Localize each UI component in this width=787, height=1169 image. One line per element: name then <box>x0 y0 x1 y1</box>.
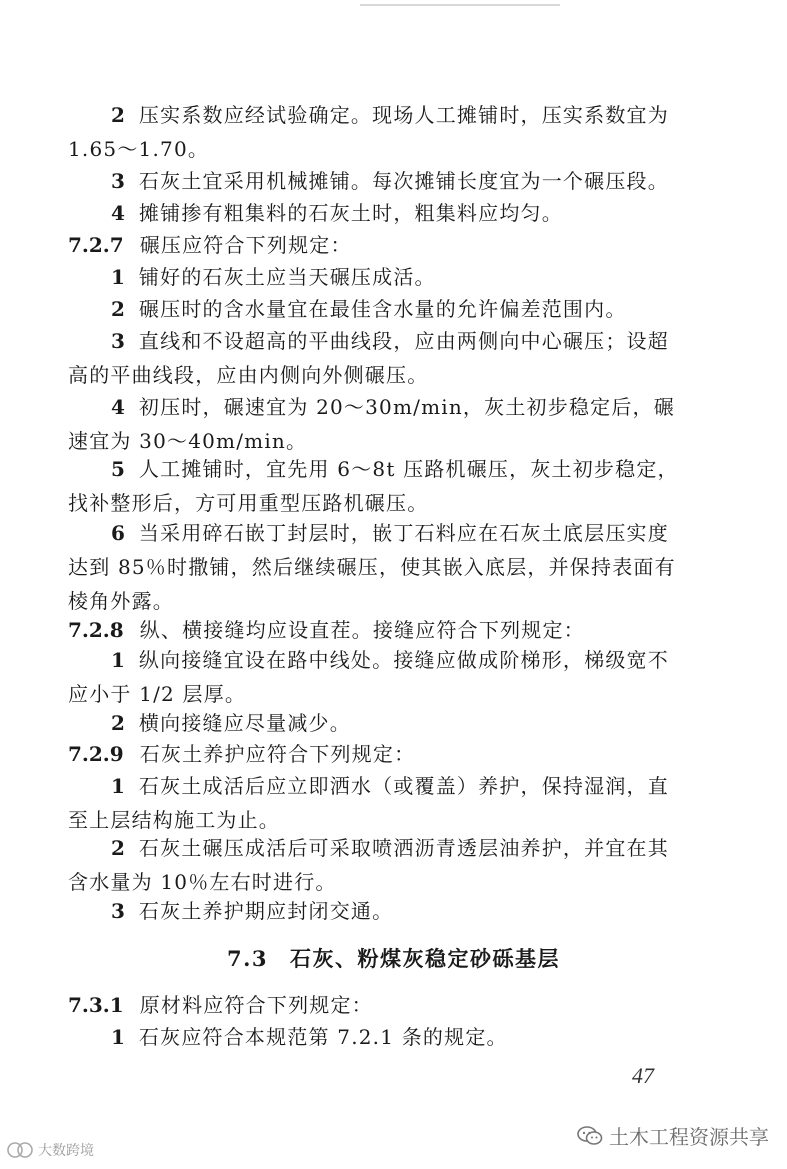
item-number: 6 <box>111 521 125 545</box>
item-number: 2 <box>111 711 125 735</box>
item-text: 纵向接缝宜设在路中线处。接缝应做成阶梯形，梯级宽不应小于 1/2 层厚。 <box>68 648 669 706</box>
watermark-text: 大数跨境 <box>38 1143 94 1159</box>
item-text: 摊铺掺有粗集料的石灰土时，粗集料应均匀。 <box>138 201 563 225</box>
item-number: 2 <box>111 297 125 321</box>
item-number: 5 <box>111 457 125 481</box>
item-text: 当采用碎石嵌丁封层时，嵌丁石料应在石灰土底层压实度达到 85％时撒铺，然后继续碾压，使其嵌入底层，并保持表面有棱角外露。 <box>68 521 676 613</box>
item-number: 1 <box>111 1025 125 1049</box>
clause-number: 7.2.9 <box>68 742 124 766</box>
item-number: 4 <box>111 395 125 419</box>
item-number: 4 <box>111 201 125 225</box>
list-item <box>68 643 680 711</box>
clause-text: 原材料应符合下列规定： <box>139 993 373 1017</box>
item-number: 1 <box>111 265 125 289</box>
item-text: 石灰应符合本规范第 7.2.1 条的规定。 <box>138 1025 508 1049</box>
clause-number: 7.2.7 <box>68 233 124 257</box>
item-text: 直线和不设超高的平曲线段，应由两侧向中心碾压；设超高的平曲线段，应由内侧向外侧碾压。 <box>68 329 669 387</box>
item-text: 石灰土碾压成活后可采取喷洒沥青透层油养护，并宜在其含水量为 10％左右时进行。 <box>68 836 669 894</box>
item-text: 碾压时的含水量宜在最佳含水量的允许偏差范围内。 <box>138 297 627 321</box>
list-item <box>68 98 680 166</box>
item-number: 3 <box>111 169 125 193</box>
list-item <box>68 831 680 899</box>
item-number: 2 <box>111 103 125 127</box>
clause-number: 7.3.1 <box>68 993 124 1017</box>
list-item <box>68 164 680 198</box>
list-item <box>68 516 680 618</box>
list-item <box>68 1020 680 1054</box>
item-text: 人工摊铺时，宜先用 6～8t 压路机碾压，灰土初步稳定，找补整形后，方可用重型压路机碾压。 <box>68 457 679 515</box>
list-item <box>68 390 680 458</box>
clause-text: 石灰土养护应符合下列规定： <box>139 742 416 766</box>
brand-logo-icon <box>6 1140 34 1160</box>
item-text: 初压时，碾速宜为 20～30m/min，灰土初步稳定后，碾速宜为 30～40m/min。 <box>68 395 675 453</box>
section-number: 7.3 <box>226 946 269 971</box>
list-item <box>68 894 680 928</box>
watermark-left <box>6 1140 94 1160</box>
clause-heading <box>68 737 680 771</box>
wechat-icon <box>577 1125 603 1147</box>
list-item <box>68 292 680 326</box>
item-text: 石灰土宜采用机械摊铺。每次摊铺长度宜为一个碾压段。 <box>138 169 669 193</box>
list-item <box>68 452 680 520</box>
list-item <box>68 706 680 740</box>
section-heading <box>0 942 787 976</box>
item-number: 2 <box>111 836 125 860</box>
clause-heading <box>68 228 680 262</box>
item-number: 1 <box>111 648 125 672</box>
list-item <box>68 260 680 294</box>
page-number: 47 <box>632 1063 654 1088</box>
watermark-text: 土木工程资源共享 <box>609 1125 769 1149</box>
item-text: 石灰土成活后应立即洒水（或覆盖）养护，保持湿润，直至上层结构施工为止。 <box>68 774 669 832</box>
list-item <box>68 769 680 837</box>
item-text: 横向接缝应尽量减少。 <box>138 711 351 735</box>
clause-text: 碾压应符合下列规定： <box>139 233 352 257</box>
section-title: 石灰、粉煤灰稳定砂砾基层 <box>290 946 561 971</box>
watermark-right <box>577 1121 769 1150</box>
clause-heading <box>68 613 680 647</box>
clause-heading <box>68 988 680 1022</box>
item-number: 3 <box>111 329 125 353</box>
clause-text: 纵、横接缝均应设直茬。接缝应符合下列规定： <box>139 618 585 642</box>
item-text: 压实系数应经试验确定。现场人工摊铺时，压实系数宜为 1.65～1.70。 <box>68 103 669 161</box>
scan-top-edge <box>360 4 560 6</box>
item-number: 1 <box>111 774 125 798</box>
item-text: 石灰土养护期应封闭交通。 <box>138 899 394 923</box>
list-item <box>68 324 680 392</box>
clause-number: 7.2.8 <box>68 618 124 642</box>
item-number: 3 <box>111 899 125 923</box>
list-item <box>68 196 680 230</box>
item-text: 铺好的石灰土应当天碾压成活。 <box>138 265 436 289</box>
